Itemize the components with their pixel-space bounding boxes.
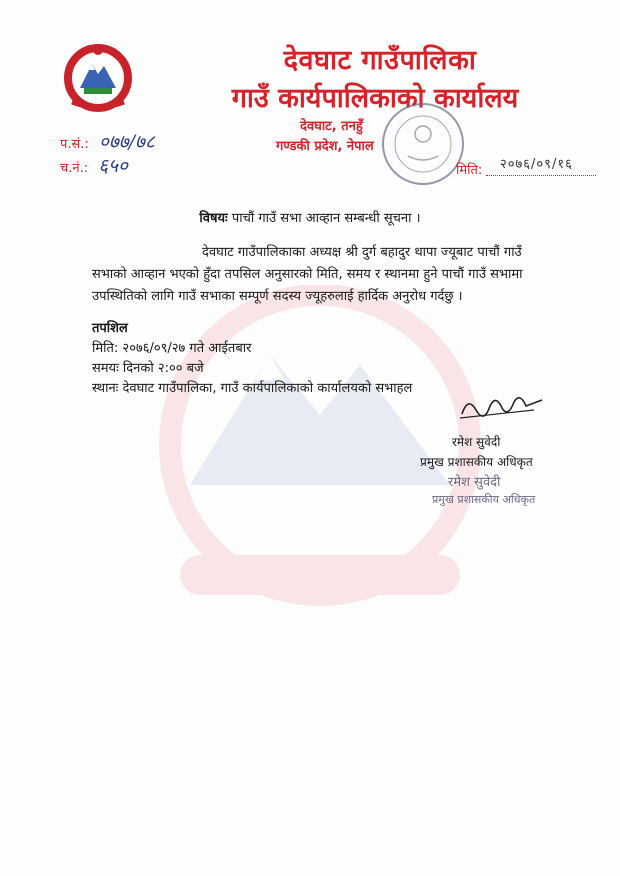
tapasil-date: मिति: २०७६/०९/२७ गते आईतबार: [92, 341, 252, 356]
tapasil-heading: तपशिल: [92, 321, 128, 336]
tapasil-venue: स्थानः देवघाट गाउँपालिका, गाउँ कार्यपालिकाको कार्यालयको सभाहल: [92, 381, 413, 396]
ps-label: प.सं.:: [60, 137, 89, 152]
tapasil-time: समयः दिनको २:०० बजे: [92, 361, 204, 376]
ps-reference: [60, 128, 155, 154]
office-address-line2: गण्डकी प्रदेश, नेपाल: [276, 139, 374, 154]
subject-line: [0, 208, 620, 226]
date-underline: [486, 175, 596, 176]
seal-name: रमेश सुवेदी: [448, 475, 501, 490]
seal-title: प्रमुख प्रशासकीय अधिकृत: [432, 493, 536, 506]
cn-label: च.नं.:: [60, 161, 89, 176]
office-address-line1: देवघाट, तनहुँ: [300, 119, 363, 134]
national-emblem-icon: [62, 40, 134, 112]
office-title-line1: देवघाट गाउँपालिका: [283, 45, 477, 76]
cn-value: ६५०: [98, 155, 128, 177]
signature-icon: [456, 388, 546, 424]
body-paragraph: देवघाट गाउँपालिकाका अध्यक्ष श्री दुर्ग बहादुर थापा ज्यूबाट पाचौं गाउँ सभाको आव्हान भएको हुँदा तपसिल अनुसारको मिति, समय र स्थानमा हुने पाचौं गाउँ सभामा उपस्थितिको लागि गाउँ सभाका सम्पूर्ण सदस्य ज्यूहरुलाई हार्दिक अनुरोध गर्दछु ।: [92, 245, 523, 304]
date-label: मिति:: [456, 163, 483, 178]
signatory-name: रमेश सुवेदी: [452, 435, 501, 449]
signatory-title: प्रमुख प्रशासकीय अधिकृत: [420, 455, 533, 469]
subject-text: पाचौं गाउँ सभा आव्हान सम्बन्धी सूचना ।: [231, 211, 421, 226]
office-stamp-icon: [378, 98, 468, 190]
subject-label: विषयः: [199, 211, 228, 226]
date-value: २०७६/०९/१६: [500, 157, 573, 172]
ps-value: ०७७/७८: [98, 131, 155, 153]
office-title-line2: गाउँ कार्यपालिकाको कार्यालय: [231, 83, 519, 114]
cn-reference: [60, 152, 128, 178]
